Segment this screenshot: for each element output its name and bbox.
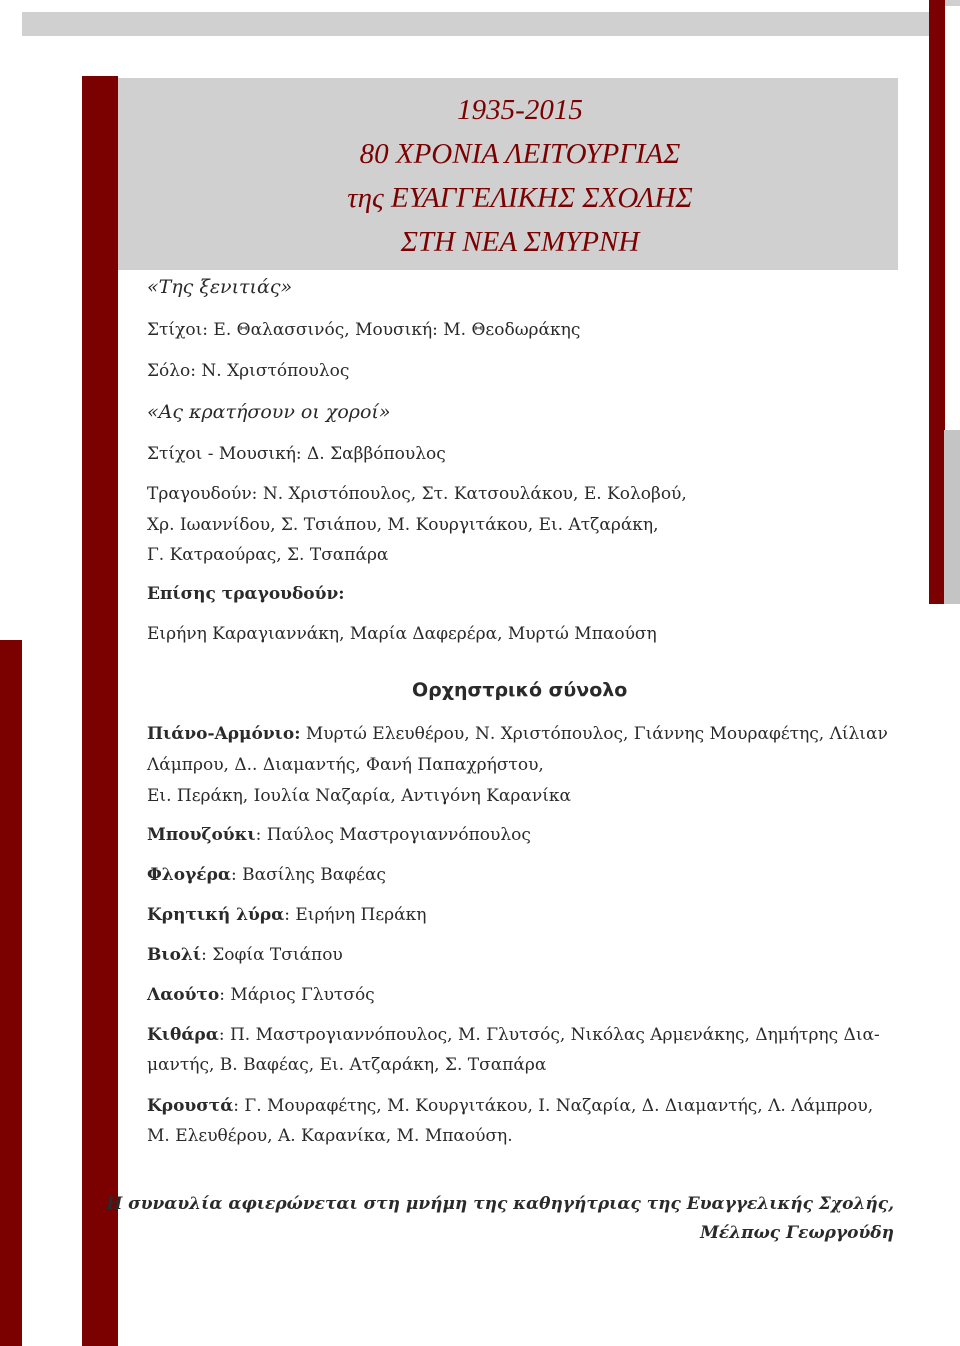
bouzouki-line	[147, 825, 531, 845]
title-line-location: ΣΤΗ ΝΕΑ ΣΜΥΡΝΗ	[400, 226, 640, 258]
page-title	[320, 88, 720, 264]
song1-title: «Της ξενιτιάς»	[147, 276, 293, 298]
flute-line	[147, 865, 386, 885]
bouzouki-value: : Παύλος Μαστρογιαννόπουλος	[255, 825, 531, 845]
guitar-label: Κιθάρα	[147, 1025, 219, 1045]
guitar-names-1: : Π. Μαστρογιαννόπουλος, Μ. Γλυτσός, Νικόλας Αρμενάκης, Δημήτρης Δια-	[218, 1025, 880, 1045]
percussion-line-2: Μ. Ελευθέρου, Α. Καρανίκα, Μ. Μπαούση.	[147, 1126, 513, 1146]
title-line-years-operation: 80 ΧΡΟΝΙΑ ΛΕΙΤΟΥΡΓΙΑΣ	[359, 138, 681, 170]
lyra-label: Κρητική λύρα	[147, 905, 285, 925]
right-maroon-bar	[929, 0, 945, 604]
dedication-line-2: Μέλπως Γεωργούδη	[700, 1223, 894, 1243]
laouto-label: Λαούτο	[147, 985, 220, 1005]
guitar-line-2: μαντής, Β. Βαφέας, Ει. Ατζαράκη, Σ. Τσαπάρα	[147, 1055, 547, 1075]
percussion-line-1	[147, 1096, 873, 1116]
song2-title: «Ας κρατήσουν οι χοροί»	[147, 401, 391, 423]
left-maroon-bar	[82, 76, 118, 1346]
song2-credits: Στίχοι - Μουσική: Δ. Σαββόπουλος	[147, 444, 446, 464]
violin-value: : Σοφία Τσιάπου	[201, 945, 343, 965]
title-line-school: της ΕΥΑΓΓΕΛΙΚΗΣ ΣΧΟΛΗΣ	[347, 182, 693, 214]
piano-line-1	[147, 724, 888, 744]
also-singing-names: Ειρήνη Καραγιαννάκη, Μαρία Δαφερέρα, Μυρτώ Μπαούση	[147, 624, 657, 644]
lyra-line	[147, 905, 426, 925]
dedication-line-1: Η συναυλία αφιερώνεται στη μνήμη της καθηγήτριας της Ευαγγελικής Σχολής,	[106, 1194, 894, 1214]
percussion-label: Κρουστά	[147, 1096, 234, 1116]
flute-label: Φλογέρα	[147, 865, 232, 885]
percussion-names-1: : Γ. Μουραφέτης, Μ. Κουργιτάκου, Ι. Ναζαρία, Δ. Διαμαντής, Λ. Λάμπρου,	[233, 1096, 874, 1116]
piano-line-3: Ει. Περάκη, Ιουλία Ναζαρία, Αντιγόνη Καρανίκα	[147, 786, 571, 806]
top-gray-bar	[22, 12, 930, 36]
song2-singers-1: Τραγουδούν: Ν. Χριστόπουλος, Στ. Κατσουλάκου, Ε. Κολοβού,	[147, 484, 687, 504]
piano-line-2: Λάμπρου, Δ.. Διαμαντής, Φανή Παπαχρήστου,	[147, 755, 544, 775]
orchestra-title: Ορχηστρικό σύνολο	[412, 679, 628, 701]
bouzouki-label: Μπουζούκι	[147, 825, 256, 845]
song1-solo: Σόλο: Ν. Χριστόπουλος	[147, 361, 350, 381]
lyra-value: : Ειρήνη Περάκη	[284, 905, 427, 925]
piano-label: Πιάνο-Αρμόνιο:	[147, 724, 301, 744]
violin-line	[147, 945, 343, 965]
laouto-line	[147, 985, 375, 1005]
guitar-line-1	[147, 1025, 880, 1045]
song1-credits: Στίχοι: Ε. Θαλασσινός, Μουσική: Μ. Θεοδωράκης	[147, 320, 581, 340]
corner-gray-bar	[944, 0, 960, 6]
title-line-years: 1935-2015	[457, 94, 583, 126]
piano-names-1: Μυρτώ Ελευθέρου, Ν. Χριστόπουλος, Γιάννης Μουραφέτης, Λίλιαν	[300, 724, 888, 744]
song2-singers-2: Χρ. Ιωαννίδου, Σ. Τσιάπου, Μ. Κουργιτάκου, Ει. Ατζαράκη,	[147, 515, 659, 535]
flute-value: : Βασίλης Βαφέας	[231, 865, 386, 885]
laouto-value: : Μάριος Γλυτσός	[219, 985, 375, 1005]
song2-singers-3: Γ. Κατραούρας, Σ. Τσαπάρα	[147, 545, 389, 565]
also-singing-label: Επίσης τραγουδούν:	[147, 584, 345, 604]
violin-label: Βιολί	[147, 945, 202, 965]
left-edge-bar	[0, 640, 22, 1346]
right-gray-strip	[944, 430, 960, 604]
